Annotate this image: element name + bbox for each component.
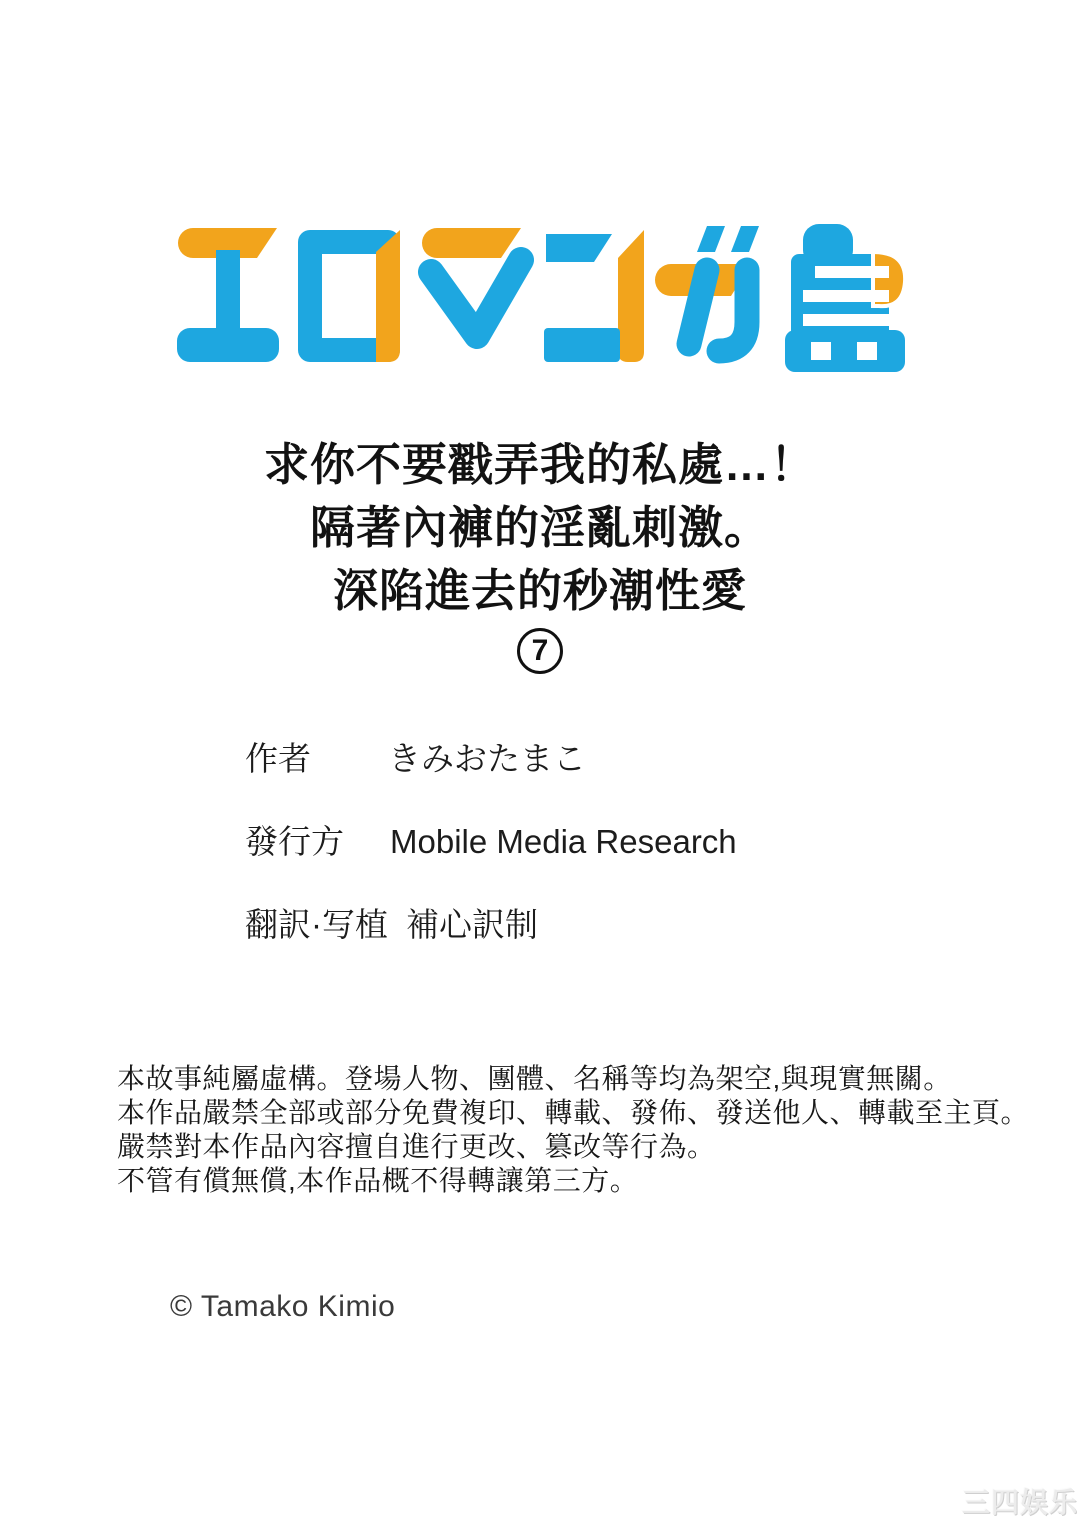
- title-block: [0, 433, 1080, 676]
- credit-row-publisher: [245, 823, 737, 861]
- logo-char-ga: [655, 226, 759, 351]
- credit-row-author: [245, 740, 737, 778]
- credits-block: [245, 740, 737, 944]
- watermark: 三四娱乐: [961, 1487, 1078, 1518]
- disclaimer-line-3: 嚴禁對本作品內容擅自進行更改、篡改等行為。: [117, 1131, 716, 1162]
- disclaimer-line-2: 本作品嚴禁全部或部分免費複印、轉載、發佈、發送他人、轉載至主頁。: [117, 1097, 1030, 1128]
- translation-label: 翻訳·写植: [245, 906, 388, 943]
- title-line-1: 求你不要戳弄我的私處…！: [263, 439, 816, 490]
- logo-char-shima: [785, 224, 905, 372]
- logo-char-e: [177, 228, 279, 362]
- title-line-2: 隔著內褲的淫亂刺激。: [309, 502, 770, 553]
- publisher-value: Mobile Media Research: [390, 823, 737, 860]
- disclaimer-line-4: 不管有償無償,本作品概不得轉讓第三方。: [117, 1165, 639, 1196]
- publisher-label: 發行方: [245, 823, 344, 860]
- copyright-line: © Tamako Kimio: [170, 1290, 396, 1323]
- author-value: きみおたまこ: [388, 740, 586, 777]
- volume-badge: [0, 628, 1080, 676]
- title-line-3: 深陷進去的秒潮性愛: [332, 565, 747, 616]
- logo-char-ma: [422, 228, 521, 336]
- logo-text: [175, 372, 176, 373]
- eromanga-jima-logo: [175, 224, 905, 372]
- disclaimer-line-1: 本故事純屬虛構。登場人物、團體、名稱等均為架空,與現實無關。: [117, 1063, 952, 1094]
- logo-char-ro: [298, 230, 400, 362]
- author-label: 作者: [245, 740, 311, 777]
- translation-value: 補心訳制: [406, 906, 538, 943]
- disclaimer-block: [117, 1062, 1029, 1198]
- credit-row-translation: [245, 906, 737, 944]
- logo-char-n: [544, 230, 644, 362]
- volume-number: 7: [517, 628, 563, 674]
- eromanga-jima-logo-art: [175, 224, 905, 372]
